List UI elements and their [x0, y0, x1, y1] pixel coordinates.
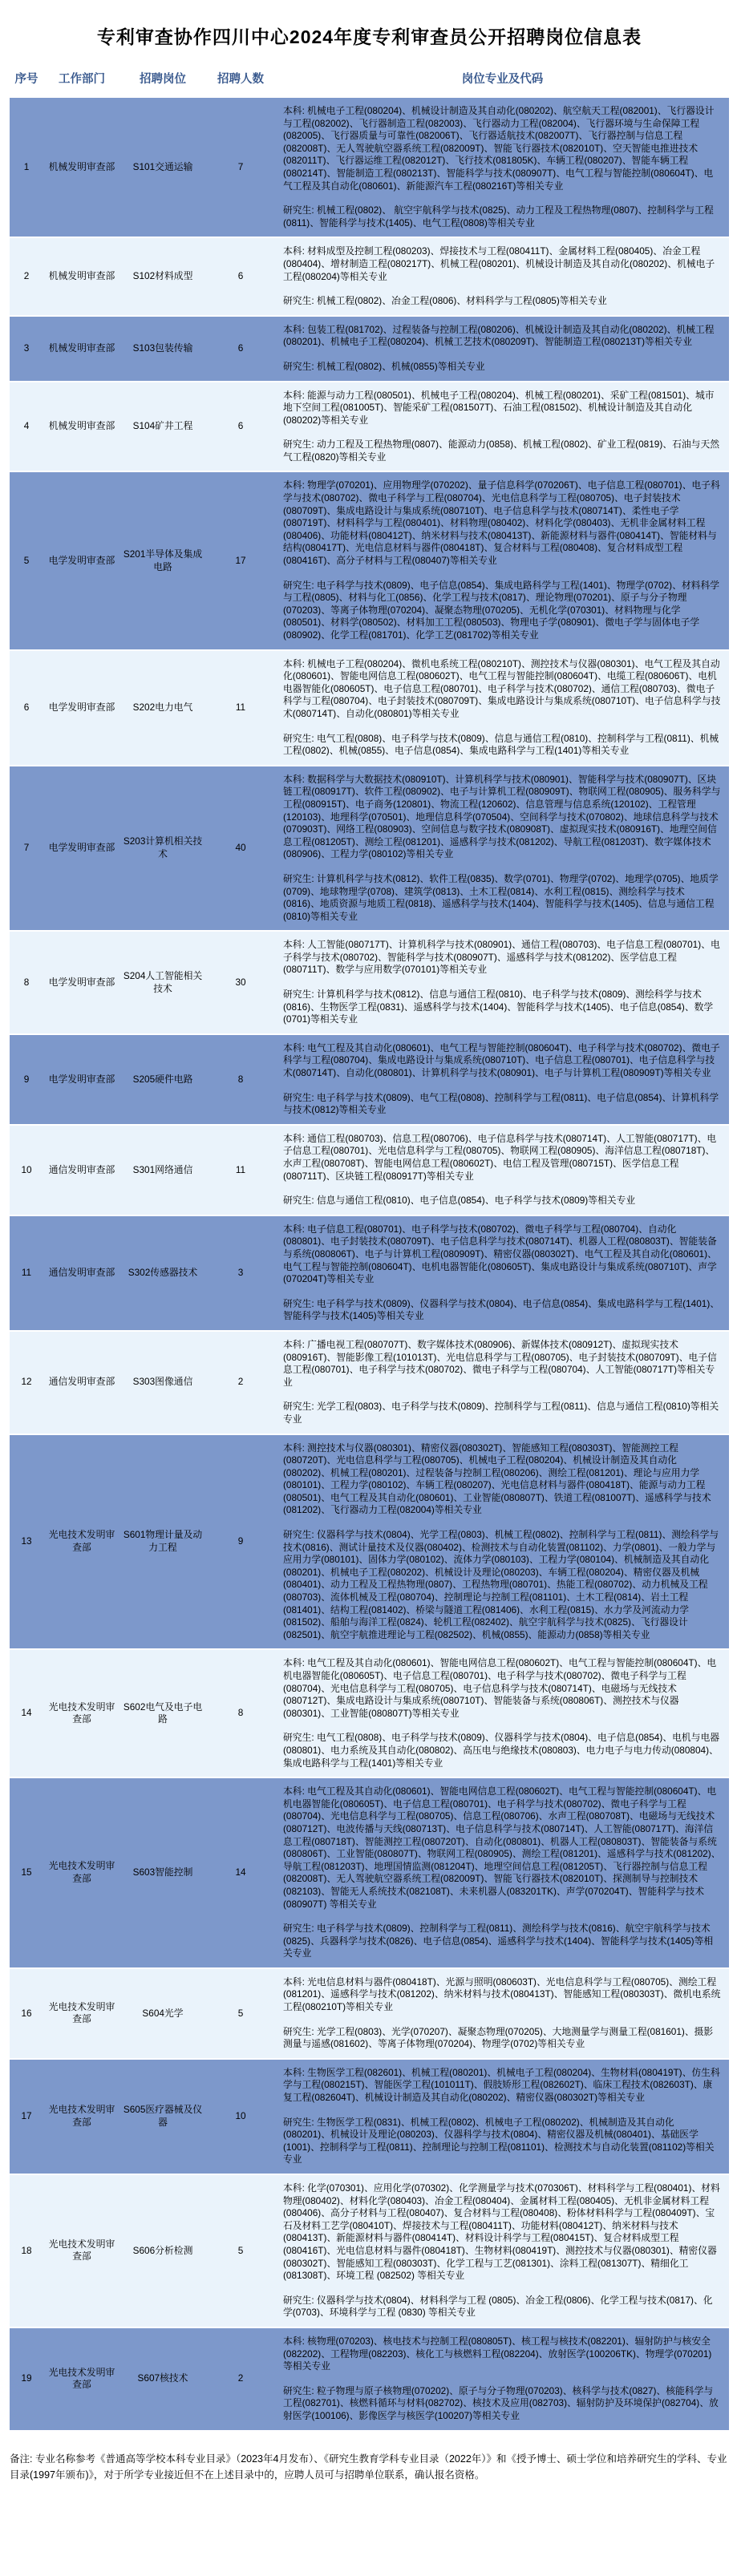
table-header	[10, 67, 729, 96]
table-row	[10, 1216, 729, 1330]
table-row	[10, 317, 729, 381]
majors-cell	[276, 382, 729, 471]
position-cell: S601物理计量及动力工程	[120, 1435, 205, 1649]
department-cell: 电学发明审查部	[43, 932, 120, 1033]
position-cell: S603智能控制	[120, 1778, 205, 1967]
footnote: 备注: 专业名称参考《普通高等学校本科专业目录》（2023年4月发布）、《研究生教育学科专业目录（2022年）》和《授予博士、硕士学位和培养研究生的学科、专业目录(1997年颁布)》，对于所学专业接近但不在上述目录中的，应聘人员可与招聘单位联系，确认报名资格。	[10, 2453, 727, 2481]
graduate-majors: 研究生: 光学工程(0803)、光学(070207)、凝聚态物理(070205)、大地测量学与测量工程(081601)、摄影测量与遥感(081602)、等离子体物理(070204)、物理学(0702)等相关专业	[283, 2025, 714, 2050]
table-row	[10, 238, 729, 314]
row-number-cell: 10	[10, 1126, 43, 1215]
row-number-cell: 8	[10, 932, 43, 1033]
department-cell: 电学发明审查部	[43, 766, 120, 931]
headcount-cell: 6	[205, 238, 276, 314]
position-cell: S205硬件电路	[120, 1035, 205, 1124]
headcount-cell: 11	[205, 1126, 276, 1215]
column-header-no: 序号	[10, 67, 43, 96]
graduate-majors: 研究生: 机械工程(0802)、 航空宇航科学与技术(0825)、动力工程及工程热物理(0807)、控制科学与工程(0811)、智能科学与技术(1405)、电气工程(0808)等相关专业	[283, 204, 714, 228]
headcount-cell: 5	[205, 2175, 276, 2327]
majors-cell	[276, 1126, 729, 1215]
majors-cell	[276, 238, 729, 314]
position-cell: S103包装传输	[120, 317, 205, 381]
headcount-cell: 11	[205, 651, 276, 765]
undergrad-majors: 本科: 人工智能(080717T)、计算机科学与技术(080901)、通信工程(080703)、电子信息工程(080701)、电子科学与技术(080702)、智能科学与技术(080907T)、遥感科学与技术(081202)、医学信息工程(080711T)、数学与应用数学(070101)等相关专业	[283, 939, 720, 976]
table-row	[10, 472, 729, 649]
headcount-cell: 10	[205, 2060, 276, 2174]
department-cell: 光电技术发明审查部	[43, 2060, 120, 2174]
row-number-cell: 16	[10, 1969, 43, 2058]
position-cell: S604光学	[120, 1969, 205, 2058]
row-number-cell: 7	[10, 766, 43, 931]
position-cell: S606分析检测	[120, 2175, 205, 2327]
department-cell: 光电技术发明审查部	[43, 1650, 120, 1777]
graduate-majors: 研究生: 动力工程及工程热物理(0807)、能源动力(0858)、机械工程(0802)、矿业工程(0819)、石油与天然气工程(0820)等相关专业	[283, 439, 720, 463]
undergrad-majors: 本科: 测控技术与仪器(080301)、精密仪器(080302T)、智能感知工程(080303T)、智能测控工程(080720T)、光电信息科学与工程(080705)、机械电子工程(080204)、机械设计制造及其自动化(080202)、机械工程(080201)、过程装备与控制工程(080206)、测绘工程(081201)、理论与应用力学(080101)、工程力学(080102)、车辆工程(080207)、光电信息材料与器件(080418T)、能源与动力工程(080501)、电气工程及其自动化(080601)、工业智能(080807T)、铁道工程(081007T)、遥感科学与技术(081202)、飞行器动力工程(082004)等相关专业	[283, 1442, 711, 1516]
majors-cell	[276, 2175, 729, 2327]
majors-cell	[276, 1650, 729, 1777]
headcount-cell: 2	[205, 1332, 276, 1434]
position-cell: S303图像通信	[120, 1332, 205, 1434]
position-cell: S203计算机相关技术	[120, 766, 205, 931]
undergrad-majors: 本科: 机械电子工程(080204)、微机电系统工程(080210T)、测控技术与仪器(080301)、电气工程及其自动化(080601)、智能电网信息工程(080602T)、电气工程与智能控制(080604T)、电缆工程(080606T)、电机电器智能化(080605T)、电子信息工程(080701)、电子科学与技术(080702)、通信工程(080703)、微电子科学与工程(080704)、电子封装技术(080709T)、集成电路设计与集成系统(080710T)、电子信息科学与技术(080714T)、自动化(080801)等相关专业	[283, 657, 721, 719]
graduate-majors: 研究生: 电子科学与技术(0809)、电子信息(0854)、集成电路科学与工程(1401)、物理学(0702)、材料科学与工程(0805)、材料与化工(0856)、化学工程与技术(0817)、理论物理(070201)、原子与分子物理(070203)、等离子体物理(070204)、凝聚态物理(070205)、无机化学(070301)、材料物理与化学(080501)、材料学(080502)、材料加工工程(080503)、物理电子学(080901)、微电子学与固体电子学(080902)、化学工程(081701)、化学工艺(081702)等相关专业	[283, 579, 720, 641]
undergrad-majors: 本科: 化学(070301)、应用化学(070302)、化学测量学与技术(070306T)、材料科学与工程(080401)、材料物理(080402)、材料化学(080403)、冶金工程(080404)、金属材料工程(080405)、无机非金属材料工程(080406)、高分子材料与工程(080407)、复合材料与工程(080408)、粉体材料科学与工程(080409T)、宝石及材料工艺学(080410T)、焊接技术与工程(080411T)、功能材料(080412T)、纳米材料与技术(080413T)、新能源材料与器件(080414T)、材料设计科学与工程(080415T)、复合材料成型工程(080416T)、光电信息材料与器件(080418T)、生物材料(080419T)、测控技术与仪器(080301)、精密仪器(080302T)、智能感知工程(080303T)、化学工程与工艺(081301)、涂料工程(081307T)、精细化工(081308T)、环境工程 (082502) 等相关专业	[283, 2182, 720, 2282]
table-row	[10, 1435, 729, 1649]
undergrad-majors: 本科: 通信工程(080703)、信息工程(080706)、电子信息科学与技术(080714T)、人工智能(080717T)、电子信息工程(080701)、光电信息科学与工程(080705)、物联网工程(080905)、海洋信息工程(080718T)、水声工程(080708T)、智能电网信息工程(080602T)、电信工程及管理(080715T)、医学信息工程(080711T)、区块链工程(080917T)等相关专业	[283, 1132, 717, 1182]
position-cell: S101交通运输	[120, 98, 205, 237]
table-row	[10, 651, 729, 765]
department-cell: 电学发明审查部	[43, 1035, 120, 1124]
undergrad-majors: 本科: 数据科学与大数据技术(080910T)、计算机科学与技术(080901)、智能科学与技术(080907T)、区块链工程(080917T)、软件工程(080902)、电子与计算机工程(080909T)、物联网工程(080905)、服务科学与工程(080915T)、电子商务(120801)、物流工程(120602)、信息管理与信息系统(120102)、工程管理(120103)、地理科学(070501)、地理信息科学(070504)、空间科学与技术(070802)、地球信息科学与技术(070903T)、网络工程(080903)、空间信息与数字技术(080908T)、虚拟现实技术(080916T)、地理空间信息工程(081205T)、测绘工程(081201)、遥感科学与技术(081202)、导航工程(081203T)、数字媒体技术(080906)、工程力学(080102)等相关专业	[283, 773, 721, 860]
table-row	[10, 1035, 729, 1124]
positions-table	[10, 65, 729, 2432]
majors-cell	[276, 1435, 729, 1649]
position-cell: S104矿井工程	[120, 382, 205, 471]
headcount-cell: 40	[205, 766, 276, 931]
department-cell: 光电技术发明审查部	[43, 2328, 120, 2430]
table-row	[10, 2060, 729, 2174]
graduate-majors: 研究生: 仪器科学与技术(0804)、材料科学与工程 (0805)、冶金工程(0806)、化学工程与技术(0817)、化学(0703)、环境科学与工程 (0830) 等相关专业	[283, 2294, 713, 2319]
column-header-position: 招聘岗位	[120, 67, 205, 96]
row-number-cell: 15	[10, 1778, 43, 1967]
row-number-cell: 18	[10, 2175, 43, 2327]
row-number-cell: 3	[10, 317, 43, 381]
majors-cell	[276, 2060, 729, 2174]
graduate-majors: 研究生: 电子科学与技术(0809)、控制科学与工程(0811)、测绘科学与技术(0816)、航空宇航科学与技术(0825)、兵器科学与技术(0826)、电子信息(0854)、遥感科学与技术(1404)、智能科学与技术(1405)等相关专业	[283, 1923, 714, 1959]
graduate-majors: 研究生: 计算机科学与技术(0812)、信息与通信工程(0810)、电子科学与技术(0809)、测绘科学与技术(0816)、生物医学工程(0831)、遥感科学与技术(1404)、智能科学与技术(1405)、电子信息(0854)、数学(0701)等相关专业	[283, 989, 714, 1025]
graduate-majors: 研究生: 电气工程(0808)、电子科学与技术(0809)、信息与通信工程(0810)、控制科学与工程(0811)、机械工程(0802)、机械(0855)、电子信息(0854)、集成电路科学与工程(1401)等相关专业	[283, 732, 719, 757]
majors-cell	[276, 472, 729, 649]
department-cell: 机械发明审查部	[43, 98, 120, 237]
graduate-majors: 研究生: 仪器科学与技术(0804)、光学工程(0803)、机械工程(0802)、控制科学与工程(0811)、测绘科学与技术(0816)、测试计量技术及仪器(080402)、检测技术与自动化装置(081102)、力学(0801)、一般力学与应用力学(080101)、固体力学(080102)、流体力学(080103)、工程力学(080104)、机械制造及其自动化(080201)、机械电子工程(080202)、机械设计及理论(080203)、车辆工程(080204)、精密仪器及机械(080401)、动力工程及工程热物理(0807)、工程热物理(080701)、热能工程(080702)、动力机械及工程(080703)、流体机械及工程(080704)、控制理论与控制工程(081101)、土木工程(0814)、岩土工程(081401)、结构工程(081402)、桥梁与隧道工程(081406)、水利工程(0815)、水力学及河流动力学(081502)、船舶与海洋工程(0824)、轮机工程(082402)、航空宇航科学与技术(0825)、飞行器设计(082501)、航空宇航推进理论与工程(082502)、机械(0855)、能源动力(0858)等相关专业	[283, 1529, 719, 1640]
headcount-cell: 5	[205, 1969, 276, 2058]
majors-cell	[276, 1969, 729, 2058]
majors-cell	[276, 1778, 729, 1967]
undergrad-majors: 本科: 光电信息材料与器件(080418T)、光源与照明(080603T)、光电信息科学与工程(080705)、测绘工程(081201)、遥感科学与技术(081202)、纳米材料与技术(080413T)、智能感知工程(080303T)、微机电系统工程(080210T)等相关专业	[283, 1975, 721, 2013]
majors-cell	[276, 651, 729, 765]
majors-cell	[276, 1216, 729, 1330]
graduate-majors: 研究生: 计算机科学与技术(0812)、软件工程(0835)、数学(0701)、物理学(0702)、地理学(0705)、地质学(0709)、地球物理学(0708)、建筑学(0813)、土木工程(0814)、水利工程(0815)、测绘科学与技术(0816)、地质资源与地质工程(0818)、遥感科学与技术(1404)、智能科学与技术(1405)、信息与通信工程(0810)等相关专业	[283, 872, 719, 922]
department-cell: 光电技术发明审查部	[43, 1969, 120, 2058]
headcount-cell: 6	[205, 317, 276, 381]
table-row	[10, 766, 729, 931]
position-cell: S602电气及电子电路	[120, 1650, 205, 1777]
graduate-majors: 研究生: 电气工程(0808)、电子科学与技术(0809)、仪器科学与技术(0804)、电子信息(0854)、电机与电器(080801)、电力系统及其自动化(080802)、高压电与绝缘技术(080803)、电力电子与电力传动(080804)、集成电路科学与工程(1401)等相关专业	[283, 1732, 720, 1769]
majors-cell	[276, 766, 729, 931]
position-cell: S201半导体及集成电路	[120, 472, 205, 649]
undergrad-majors: 本科: 能源与动力工程(080501)、机械电子工程(080204)、机械工程(080201)、采矿工程(081501)、城市地下空间工程(081005T)、智能采矿工程(081507T)、石油工程(081502)、机械设计制造及其自动化(080202)等相关专业	[283, 389, 715, 426]
row-number-cell: 13	[10, 1435, 43, 1649]
majors-cell	[276, 1332, 729, 1434]
column-header-majors: 岗位专业及代码	[276, 67, 729, 96]
page-title: 专利审查协作四川中心2024年度专利审查员公开招聘岗位信息表	[96, 26, 642, 47]
column-header-dept: 工作部门	[43, 67, 120, 96]
position-cell: S605医疗器械及仪器	[120, 2060, 205, 2174]
headcount-cell: 8	[205, 1650, 276, 1777]
graduate-majors: 研究生: 电子科学与技术(0809)、仪器科学与技术(0804)、电子信息(0854)、集成电路科学与工程(1401)、智能科学与技术(1405)等相关专业	[283, 1297, 720, 1322]
position-cell: S102材料成型	[120, 238, 205, 314]
row-number-cell: 4	[10, 382, 43, 471]
department-cell: 机械发明审查部	[43, 238, 120, 314]
department-cell: 通信发明审查部	[43, 1126, 120, 1215]
graduate-majors: 研究生: 机械工程(0802)、冶金工程(0806)、材料科学与工程(0805)等相关专业	[283, 295, 607, 307]
headcount-cell: 17	[205, 472, 276, 649]
table-row	[10, 2175, 729, 2327]
undergrad-majors: 本科: 材料成型及控制工程(080203)、焊接技术与工程(080411T)、金属材料工程(080405)、冶金工程(080404)、增材制造工程(080217T)、机械工程(080201)、机械设计制造及其自动化(080202)、机械电子工程(080204)等相关专业	[283, 245, 715, 282]
majors-cell	[276, 2328, 729, 2430]
undergrad-majors: 本科: 物理学(070201)、应用物理学(070202)、量子信息科学(070206T)、电子信息工程(080701)、电子科学与技术(080702)、微电子科学与工程(080704)、光电信息科学与工程(080705)、电子封装技术(080709T)、集成电路设计与集成系统(080710T)、电子信息科学与技术(080714T)、柔性电子学(080719T)、材料科学与工程(080401)、材料物理(080402)、材料化学(080403)、无机非金属材料工程(080406)、功能材料(080412T)、纳米材料与技术(080413T)、新能源材料与器件(080414T)、智能材料与结构(080417T)、光电信息材料与器件(080418T)、复合材料与工程(080408)、复合材料成型工程(080416T)、高分子材料与工程(080407)等相关专业	[283, 479, 720, 567]
table-row	[10, 932, 729, 1033]
headcount-cell: 9	[205, 1435, 276, 1649]
table-body	[10, 98, 729, 2430]
position-cell: S302传感器技术	[120, 1216, 205, 1330]
headcount-cell: 6	[205, 382, 276, 471]
majors-cell	[276, 317, 729, 381]
column-header-count: 招聘人数	[205, 67, 276, 96]
graduate-majors: 研究生: 光学工程(0803)、电子科学与技术(0809)、控制科学与工程(0811)、信息与通信工程(0810)等相关专业	[283, 1401, 719, 1425]
position-cell: S301网络通信	[120, 1126, 205, 1215]
department-cell: 光电技术发明审查部	[43, 1435, 120, 1649]
department-cell: 电学发明审查部	[43, 651, 120, 765]
headcount-cell: 2	[205, 2328, 276, 2430]
row-number-cell: 5	[10, 472, 43, 649]
undergrad-majors: 本科: 机械电子工程(080204)、机械设计制造及其自动化(080202)、航空航天工程(082001)、飞行器设计与工程(082002)、飞行器制造工程(082003)、飞行器动力工程(082004)、飞行器环境与生命保障工程(082005)、飞行器质量与可靠性(082006T)、飞行器适航技术(082007T)、飞行器控制与信息工程(082008T)、无人驾驶航空器系统工程(082009T)、智能飞行器技术(082010T)、空天智能电推进技术(082011T)、飞行器运维工程(082012T)、飞行技术(081805K)、车辆工程(080207)、智能车辆工程(080214T)、智能制造工程(080213T)、智能科学与技术(080907T)、电气工程与智能控制(080604T)、电气工程及其自动化(080601)、新能源汽车工程(080216T)等相关专业	[283, 105, 715, 192]
majors-cell	[276, 98, 729, 237]
undergrad-majors: 本科: 生物医学工程(082601)、机械工程(080201)、机械电子工程(080204)、生物材料(080419T)、仿生科学与工程(080215T)、智能医学工程(101011T)、假肢矫形工程(082602T)、临床工程技术(082603T)、康复工程(082604T)、机械设计制造及其自动化(080202)、精密仪器(080302T)等相关专业	[283, 2066, 720, 2104]
department-cell: 机械发明审查部	[43, 317, 120, 381]
row-number-cell: 14	[10, 1650, 43, 1777]
row-number-cell: 6	[10, 651, 43, 765]
department-cell: 通信发明审查部	[43, 1332, 120, 1434]
headcount-cell: 7	[205, 98, 276, 237]
row-number-cell: 17	[10, 2060, 43, 2174]
undergrad-majors: 本科: 核物理(070203)、核电技术与控制工程(080805T)、核工程与核技术(082201)、辐射防护与核安全(082202)、工程物理(082203)、核化工与核燃料工程(082204)、放射医学(100206TK)、物理学(070201)等相关专业	[283, 2335, 712, 2372]
row-number-cell: 9	[10, 1035, 43, 1124]
undergrad-majors: 本科: 电子信息工程(080701)、电子科学与技术(080702)、微电子科学与工程(080704)、自动化(080801)、电子封装技术(080709T)、电子信息科学与技术(080714T)、机器人工程(080803T)、智能装备与系统(080806T)、电子与计算机工程(080909T)、精密仪器(080302T)、电气工程及其自动化(080601)、电气工程与智能控制(080604T)、电机电器智能化(080605T)、集成电路设计与集成系统(080710T)、声学(070204T)等相关专业	[283, 1223, 717, 1285]
position-cell: S202电力电气	[120, 651, 205, 765]
department-cell: 光电技术发明审查部	[43, 2175, 120, 2327]
department-cell: 电学发明审查部	[43, 472, 120, 649]
table-row	[10, 1969, 729, 2058]
graduate-majors: 研究生: 粒子物理与原子核物理(070202)、原子与分子物理(070203)、核科学与技术(0827)、核能科学与工程(082701)、核燃料循环与材料(082702)、核技术及应用(082703)、辐射防护及环境保护(082704)、放射医学(100106)、影像医学与核医学(100207)等相关专业	[283, 2384, 719, 2421]
row-number-cell: 11	[10, 1216, 43, 1330]
undergrad-majors: 本科: 包装工程(081702)、过程装备与控制工程(080206)、机械设计制造及其自动化(080202)、机械工程(080201)、机械电子工程(080204)、机械工艺技术(080209T)、智能制造工程(080213T)等相关专业	[283, 323, 715, 348]
row-number-cell: 19	[10, 2328, 43, 2430]
majors-cell	[276, 1035, 729, 1124]
undergrad-majors: 本科: 电气工程及其自动化(080601)、智能电网信息工程(080602T)、电气工程与智能控制(080604T)、电机电器智能化(080605T)、电子信息工程(080701)、电子科学与技术(080702)、微电子科学与工程(080704)、光电信息科学与工程(080705)、信息工程(080706)、水声工程(080708T)、电磁场与无线技术(080712T)、电波传播与天线(080713T)、电子信息科学与技术(080714T)、人工智能(080717T)、海洋信息工程(080718T)、智能测控工程(080720T)、自动化(080801)、机器人工程(080803T)、智能装备与系统(080806T)、工业智能(080807T)、物联网工程(080905)、测绘工程(081201)、遥感科学与技术(081202)、导航工程(081203T)、地理国情监测(081204T)、地理空间信息工程(081205T)、飞行器控制与信息工程(082008T)、无人驾驶航空器系统工程(082009T)、智能飞行器技术(082010T)、探测制导与控制技术(082103)、智能无人系统技术(082108T)、未来机器人(083201TK)、声学(070204T)、智能科学与技术(080907T) 等相关专业	[283, 1785, 721, 1910]
headcount-cell: 8	[205, 1035, 276, 1124]
undergrad-majors: 本科: 电气工程及其自动化(080601)、智能电网信息工程(080602T)、电气工程与智能控制(080604T)、电机电器智能化(080605T)、电子信息工程(080701)、电子科学与技术(080702)、微电子科学与工程(080704)、光电信息科学与工程(080705)、电子信息科学与技术(080714T)、电磁场与无线技术(080712T)、集成电路设计与集成系统(080710T)、智能装备与系统(080806T)、测控技术与仪器(080301)、工业智能(080807T)等相关专业	[283, 1657, 717, 1719]
position-cell: S607核技术	[120, 2328, 205, 2430]
table-row	[10, 1650, 729, 1777]
row-number-cell: 12	[10, 1332, 43, 1434]
graduate-majors: 研究生: 信息与通信工程(0810)、电子信息(0854)、电子科学与技术(0809)等相关专业	[283, 1195, 636, 1207]
table-row	[10, 1126, 729, 1215]
department-cell: 光电技术发明审查部	[43, 1778, 120, 1967]
majors-cell	[276, 932, 729, 1033]
table-row	[10, 1778, 729, 1967]
headcount-cell: 14	[205, 1778, 276, 1967]
graduate-majors: 研究生: 电子科学与技术(0809)、电气工程(0808)、控制科学与工程(0811)、电子信息(0854)、计算机科学与技术(0812)等相关专业	[283, 1091, 719, 1116]
table-row	[10, 2328, 729, 2430]
table-row	[10, 1332, 729, 1434]
headcount-cell: 3	[205, 1216, 276, 1330]
row-number-cell: 1	[10, 98, 43, 237]
table-row	[10, 98, 729, 237]
undergrad-majors: 本科: 广播电视工程(080707T)、数字媒体技术(080906)、新媒体技术(080912T)、虚拟现实技术(080916T)、智能影像工程(101013T)、光电信息科学与工程(080705)、电子封装技术(080709T)、电子信息工程(080701)、电子科学与技术(080702)、微电子科学与工程(080704)、人工智能(080717T)等相关专业	[283, 1338, 717, 1388]
graduate-majors: 研究生: 生物医学工程(0831)、机械工程(0802)、机械电子工程(080202)、机械制造及其自动化(080201)、机械设计及理论(080203)、仪器科学与技术(0804)、精密仪器及机械(080401)、基础医学(1001)、控制科学与工程(0811)、控制理论与控制工程(081101)、检测技术与自动化装置(081102)等相关专业	[283, 2116, 715, 2166]
undergrad-majors: 本科: 电气工程及其自动化(080601)、电气工程与智能控制(080604T)、电子科学与技术(080702)、微电子科学与工程(080704)、集成电路设计与集成系统(080710T)、电子信息工程(080701)、电子信息科学与技术(080714T)、自动化(080801)、计算机科学与技术(080901)、电子与计算机工程(080909T)等相关专业	[283, 1041, 720, 1079]
department-cell: 通信发明审查部	[43, 1216, 120, 1330]
graduate-majors: 研究生: 机械工程(0802)、机械(0855)等相关专业	[283, 360, 485, 372]
headcount-cell: 30	[205, 932, 276, 1033]
department-cell: 机械发明审查部	[43, 382, 120, 471]
row-number-cell: 2	[10, 238, 43, 314]
table-row	[10, 382, 729, 471]
position-cell: S204人工智能相关技术	[120, 932, 205, 1033]
